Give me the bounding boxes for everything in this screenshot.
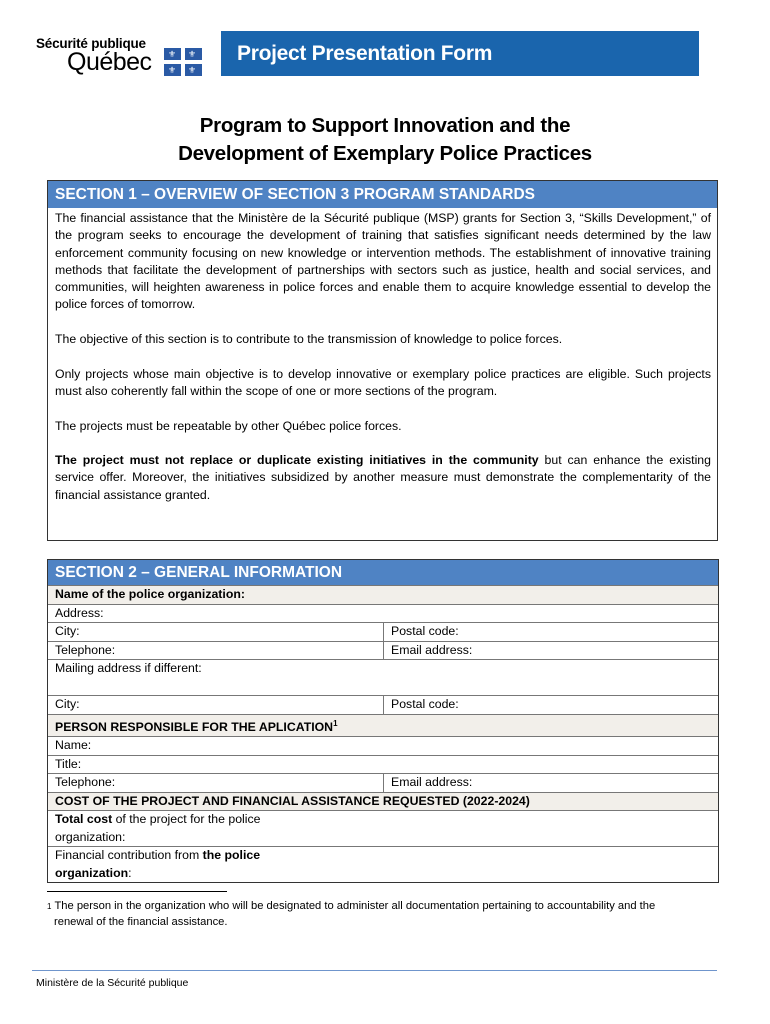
- org-name-label: Name of the police organization:: [55, 587, 245, 601]
- address-label: Address:: [55, 605, 104, 620]
- financial-contribution-label: Financial contribution from the police organization:: [55, 848, 261, 880]
- person-responsible-heading: PERSON RESPONSIBLE FOR THE APLICATION$^1$: [48, 714, 718, 737]
- footnote-number: 1: [47, 902, 52, 911]
- postal-code-label: Postal code:: [391, 624, 459, 638]
- logo-line2: Québec: [67, 48, 152, 76]
- mailing-address-field[interactable]: [48, 659, 718, 695]
- postal-code-field[interactable]: [383, 623, 459, 641]
- section-1-box: [47, 180, 718, 541]
- email-label: Email address:: [391, 642, 473, 657]
- footnote-text-1: The person in the organization who will be designated to administer all documentation pertaining to accountability and the: [54, 900, 656, 912]
- email-label-2: Email address:: [391, 775, 473, 790]
- title-label: Title:: [55, 756, 82, 771]
- footnote: [47, 899, 707, 930]
- financial-contribution-field[interactable]: [48, 846, 718, 882]
- cost-heading: COST OF THE PROJECT AND FINANCIAL ASSISTANCE REQUESTED (2022-2024): [48, 792, 718, 811]
- footnote-divider: [47, 891, 227, 892]
- footer-divider: [32, 970, 717, 971]
- footnote-ref: 1: [333, 718, 338, 728]
- city-postal-row-2: [48, 695, 718, 714]
- email-field[interactable]: [383, 642, 472, 660]
- mailing-address-label: Mailing address if different:: [55, 661, 202, 675]
- total-cost-field[interactable]: [48, 810, 718, 846]
- footnote-text-2: renewal of the financial assistance.: [54, 915, 228, 928]
- postal-code-field-2[interactable]: [383, 696, 459, 714]
- program-title-line1: Program to Support Innovation and the: [199, 114, 571, 137]
- telephone-label-2[interactable]: Telephone:: [55, 775, 116, 790]
- section-1-p5-bold: The project must not replace or duplicate existing initiatives in the community: [55, 453, 539, 468]
- org-name-field[interactable]: [48, 585, 718, 604]
- total-cost-label: Total cost of the project for the police organization:: [55, 812, 261, 844]
- city-postal-row: [48, 622, 718, 641]
- telephone-email-row-2: [48, 773, 718, 792]
- form-title-bar: [221, 31, 699, 76]
- program-title: [0, 112, 770, 168]
- city-label[interactable]: City:: [55, 624, 80, 638]
- section-1-paragraph-2: The objective of this section is to contribute to the transmission of knowledge to police forces.: [55, 332, 563, 347]
- quebec-logo: [36, 36, 206, 82]
- logo-line1: Sécurité publique: [36, 36, 146, 51]
- section-1-paragraph-5: [55, 452, 711, 504]
- section-2-box: [47, 559, 719, 883]
- telephone-email-row: [48, 641, 718, 660]
- title-field[interactable]: [48, 755, 718, 774]
- name-label: Name:: [55, 738, 92, 753]
- address-field[interactable]: [48, 604, 718, 623]
- section-1-p5-rest: but can enhance the existing service offer. Moreover, the initiatives subsidized by another measure must demonstrate the complementarity of the financial assistance granted.: [55, 453, 711, 502]
- quebec-flag-icon: ⚜ ⚜ ⚜ ⚜: [164, 48, 202, 76]
- postal-code-label-2: Postal code:: [391, 697, 459, 711]
- name-field[interactable]: [48, 736, 718, 755]
- form-title: Project Presentation Form: [237, 42, 493, 65]
- section-1-paragraph-1: The financial assistance that the Ministère de la Sécurité publique (MSP) grants for Section 3, “Skills Development,” of the program seeks to encourage the development of training that satisfies significant needs determined by the law enforcement community focusing on new knowledge or intervention methods. The establishment of innovative training methods that facilitate the development of partnerships with sectors such as justice, health and social services, and communities, will heighten awareness in police forces and enable them to acquire knowledge essential to develop the police forces of tomorrow.: [55, 211, 711, 312]
- section-1-heading: SECTION 1 – OVERVIEW OF SECTION 3 PROGRAM STANDARDS: [48, 181, 717, 208]
- city-label-2[interactable]: City:: [55, 697, 80, 711]
- section-1-paragraph-3: Only projects whose main objective is to develop innovative or exemplary police practices are eligible. Such projects must also coherently fall within the scope of one or more sections of the program.: [55, 366, 711, 398]
- section-1-paragraph-4: The projects must be repeatable by other Québec police forces.: [55, 418, 402, 433]
- telephone-label[interactable]: Telephone:: [55, 642, 116, 657]
- section-2-heading: SECTION 2 – GENERAL INFORMATION: [48, 560, 718, 585]
- program-title-line2: Development of Exemplary Police Practices: [178, 142, 592, 165]
- footer-ministry: Ministère de la Sécurité publique: [36, 977, 189, 989]
- email-field-2[interactable]: [383, 774, 472, 792]
